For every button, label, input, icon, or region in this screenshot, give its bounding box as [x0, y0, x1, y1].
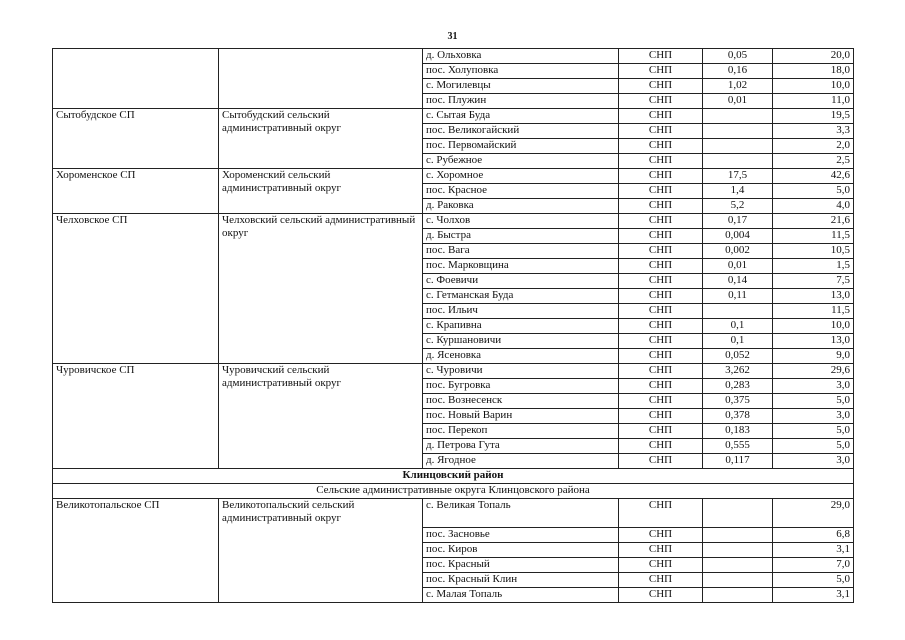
value-1-cell: 0,002: [703, 244, 773, 259]
value-1-cell: 3,262: [703, 364, 773, 379]
value-2-cell: 10,5: [773, 244, 854, 259]
settlement-cell: Хороменское СП: [53, 169, 219, 214]
locality-type-cell: СНП: [619, 439, 703, 454]
locality-name-cell: д. Быстра: [423, 229, 619, 244]
locality-name-cell: с. Хоромное: [423, 169, 619, 184]
value-2-cell: 5,0: [773, 424, 854, 439]
value-2-cell: 42,6: [773, 169, 854, 184]
settlement-cell: Великотопальское СП: [53, 499, 219, 603]
value-1-cell: 0,004: [703, 229, 773, 244]
table-row: [53, 49, 854, 64]
value-1-cell: [703, 543, 773, 558]
value-2-cell: 11,0: [773, 94, 854, 109]
value-1-cell: 0,16: [703, 64, 773, 79]
locality-name-cell: с. Куршановичи: [423, 334, 619, 349]
locality-name-cell: с. Малая Топаль: [423, 588, 619, 603]
value-2-cell: 7,5: [773, 274, 854, 289]
table-row: [53, 499, 854, 528]
locality-name-cell: с. Крапивна: [423, 319, 619, 334]
table-row: [53, 364, 854, 379]
locality-name-cell: с. Чолхов: [423, 214, 619, 229]
locality-type-cell: СНП: [619, 319, 703, 334]
locality-type-cell: СНП: [619, 244, 703, 259]
value-2-cell: 10,0: [773, 319, 854, 334]
locality-type-cell: СНП: [619, 229, 703, 244]
value-1-cell: 0,117: [703, 454, 773, 469]
table-row: [53, 169, 854, 184]
locality-type-cell: СНП: [619, 109, 703, 124]
settlements-table: [52, 48, 854, 603]
locality-type-cell: СНП: [619, 454, 703, 469]
value-1-cell: [703, 528, 773, 543]
locality-name-cell: пос. Марковщина: [423, 259, 619, 274]
locality-type-cell: СНП: [619, 169, 703, 184]
locality-name-cell: с. Рубежное: [423, 154, 619, 169]
value-1-cell: 0,17: [703, 214, 773, 229]
value-1-cell: [703, 154, 773, 169]
locality-name-cell: пос. Перекоп: [423, 424, 619, 439]
locality-type-cell: СНП: [619, 139, 703, 154]
value-2-cell: 3,3: [773, 124, 854, 139]
locality-name-cell: пос. Красный Клин: [423, 573, 619, 588]
locality-name-cell: пос. Первомайский: [423, 139, 619, 154]
locality-type-cell: СНП: [619, 499, 703, 528]
table-row: [53, 109, 854, 124]
value-1-cell: 0,05: [703, 49, 773, 64]
table-row: [53, 214, 854, 229]
value-2-cell: 11,5: [773, 304, 854, 319]
subsection-title-row: [53, 484, 854, 499]
locality-name-cell: пос. Новый Варин: [423, 409, 619, 424]
value-2-cell: 3,0: [773, 379, 854, 394]
value-1-cell: 5,2: [703, 199, 773, 214]
section-title-row: [53, 469, 854, 484]
value-2-cell: 7,0: [773, 558, 854, 573]
locality-name-cell: пос. Засновье: [423, 528, 619, 543]
value-1-cell: [703, 124, 773, 139]
locality-type-cell: СНП: [619, 334, 703, 349]
value-1-cell: 0,378: [703, 409, 773, 424]
locality-name-cell: пос. Великогайский: [423, 124, 619, 139]
locality-name-cell: пос. Плужин: [423, 94, 619, 109]
value-1-cell: [703, 558, 773, 573]
value-2-cell: 19,5: [773, 109, 854, 124]
value-2-cell: 6,8: [773, 528, 854, 543]
locality-name-cell: д. Петрова Гута: [423, 439, 619, 454]
value-1-cell: [703, 499, 773, 528]
locality-name-cell: д. Ясеновка: [423, 349, 619, 364]
value-2-cell: 3,1: [773, 543, 854, 558]
locality-name-cell: с. Могилевцы: [423, 79, 619, 94]
locality-type-cell: СНП: [619, 274, 703, 289]
value-2-cell: 13,0: [773, 289, 854, 304]
locality-name-cell: пос. Вознесенск: [423, 394, 619, 409]
locality-type-cell: СНП: [619, 199, 703, 214]
value-2-cell: 29,0: [773, 499, 854, 528]
locality-type-cell: СНП: [619, 79, 703, 94]
value-2-cell: 20,0: [773, 49, 854, 64]
value-1-cell: 0,375: [703, 394, 773, 409]
locality-type-cell: СНП: [619, 558, 703, 573]
value-1-cell: 0,11: [703, 289, 773, 304]
locality-type-cell: СНП: [619, 528, 703, 543]
value-2-cell: 2,5: [773, 154, 854, 169]
value-2-cell: 9,0: [773, 349, 854, 364]
locality-type-cell: СНП: [619, 184, 703, 199]
locality-type-cell: СНП: [619, 154, 703, 169]
section-title: Клинцовский район: [53, 469, 854, 484]
value-2-cell: 3,0: [773, 409, 854, 424]
locality-type-cell: СНП: [619, 124, 703, 139]
locality-type-cell: СНП: [619, 214, 703, 229]
value-2-cell: 4,0: [773, 199, 854, 214]
value-2-cell: 2,0: [773, 139, 854, 154]
locality-name-cell: пос. Красное: [423, 184, 619, 199]
locality-type-cell: СНП: [619, 259, 703, 274]
locality-type-cell: СНП: [619, 588, 703, 603]
value-1-cell: 0,1: [703, 334, 773, 349]
locality-type-cell: СНП: [619, 573, 703, 588]
locality-name-cell: д. Ольховка: [423, 49, 619, 64]
locality-type-cell: СНП: [619, 349, 703, 364]
district-cell: Хороменский сельский административный округ: [219, 169, 423, 214]
locality-type-cell: СНП: [619, 304, 703, 319]
value-1-cell: 0,283: [703, 379, 773, 394]
value-1-cell: 0,01: [703, 94, 773, 109]
locality-name-cell: пос. Холуповка: [423, 64, 619, 79]
district-cell: Челховский сельский административный округ: [219, 214, 423, 364]
locality-name-cell: с. Сытая Буда: [423, 109, 619, 124]
value-2-cell: 5,0: [773, 573, 854, 588]
value-1-cell: 0,183: [703, 424, 773, 439]
locality-name-cell: с. Гетманская Буда: [423, 289, 619, 304]
value-1-cell: 0,01: [703, 259, 773, 274]
value-2-cell: 18,0: [773, 64, 854, 79]
locality-name-cell: пос. Вага: [423, 244, 619, 259]
settlement-cell: [53, 49, 219, 109]
value-1-cell: [703, 139, 773, 154]
value-2-cell: 29,6: [773, 364, 854, 379]
locality-type-cell: СНП: [619, 394, 703, 409]
subsection-title: Сельские административные округа Клинцовского района: [53, 484, 854, 499]
locality-name-cell: с. Фоевичи: [423, 274, 619, 289]
locality-type-cell: СНП: [619, 379, 703, 394]
value-2-cell: 10,0: [773, 79, 854, 94]
locality-name-cell: д. Раковка: [423, 199, 619, 214]
locality-name-cell: с. Чуровичи: [423, 364, 619, 379]
value-2-cell: 21,6: [773, 214, 854, 229]
value-2-cell: 13,0: [773, 334, 854, 349]
value-1-cell: [703, 304, 773, 319]
value-2-cell: 1,5: [773, 259, 854, 274]
value-2-cell: 3,0: [773, 454, 854, 469]
district-cell: Сытобудский сельский административный округ: [219, 109, 423, 169]
locality-type-cell: СНП: [619, 94, 703, 109]
settlement-cell: Челховское СП: [53, 214, 219, 364]
locality-name-cell: пос. Ильич: [423, 304, 619, 319]
locality-type-cell: СНП: [619, 49, 703, 64]
district-cell: [219, 49, 423, 109]
locality-name-cell: д. Ягодное: [423, 454, 619, 469]
value-1-cell: 0,555: [703, 439, 773, 454]
locality-name-cell: пос. Киров: [423, 543, 619, 558]
locality-type-cell: СНП: [619, 364, 703, 379]
value-1-cell: 1,4: [703, 184, 773, 199]
district-cell: Великотопальский сельский административный округ: [219, 499, 423, 603]
page-number: 31: [447, 31, 458, 42]
locality-type-cell: СНП: [619, 424, 703, 439]
locality-name-cell: с. Великая Топаль: [423, 499, 619, 528]
settlement-cell: Сытобудское СП: [53, 109, 219, 169]
value-1-cell: 17,5: [703, 169, 773, 184]
value-1-cell: [703, 588, 773, 603]
value-2-cell: 11,5: [773, 229, 854, 244]
locality-type-cell: СНП: [619, 409, 703, 424]
locality-type-cell: СНП: [619, 289, 703, 304]
value-1-cell: 0,14: [703, 274, 773, 289]
value-1-cell: 0,1: [703, 319, 773, 334]
value-1-cell: [703, 573, 773, 588]
value-2-cell: 5,0: [773, 184, 854, 199]
district-cell: Чуровичский сельский административный округ: [219, 364, 423, 469]
locality-name-cell: пос. Красный: [423, 558, 619, 573]
locality-name-cell: пос. Бугровка: [423, 379, 619, 394]
locality-type-cell: СНП: [619, 64, 703, 79]
value-2-cell: 5,0: [773, 439, 854, 454]
value-1-cell: 1,02: [703, 79, 773, 94]
value-2-cell: 3,1: [773, 588, 854, 603]
value-2-cell: 5,0: [773, 394, 854, 409]
value-1-cell: [703, 109, 773, 124]
settlement-cell: Чуровичское СП: [53, 364, 219, 469]
value-1-cell: 0,052: [703, 349, 773, 364]
locality-type-cell: СНП: [619, 543, 703, 558]
